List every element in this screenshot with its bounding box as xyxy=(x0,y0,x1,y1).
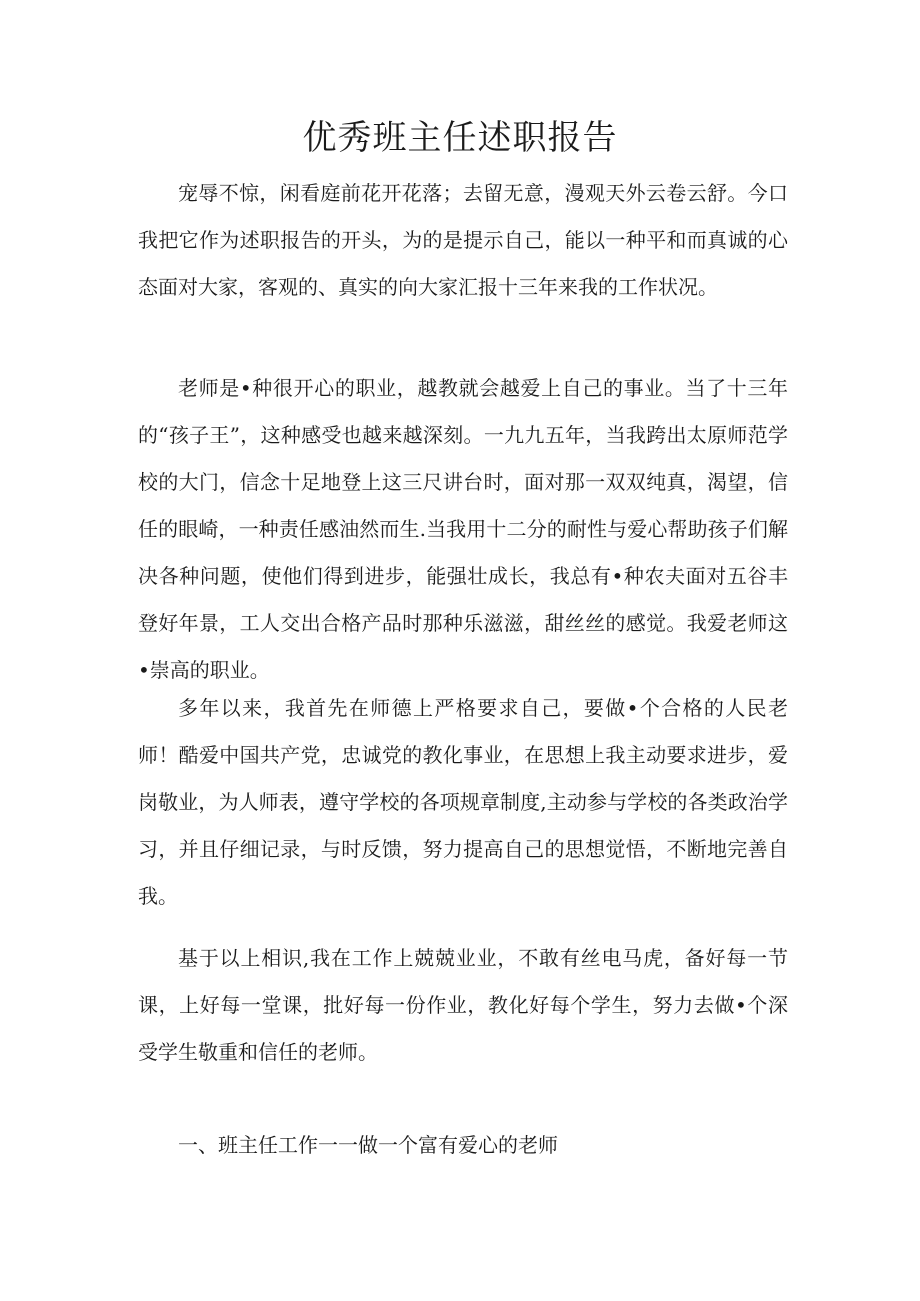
document-title: 优秀班主任述职报告 xyxy=(302,118,618,158)
paragraph-career: 老师是•种很开心的职业，越教就会越爱上自己的事业。当了十三年的“孩子王”，这种感受也越来越深刻。一九九五年，当我跨出太原师范学校的大门，信念十足地登上这三尺讲台时，面对那一双双纯真，渴望，信任的眼崎，一种责任感油然而生.当我用十二分的耐性与爱心帮助孩子们解决各种问题，使他们得到进步，能强壮成长，我总有•种农夫面对五谷丰登好年景，工人交出合格产品时那种乐滋滋，甜丝丝的感觉。我爱老师这•崇高的职业。 xyxy=(138,376,788,682)
paragraph-ethics: 多年以来，我首先在师德上严格要求自己，要做•个合格的人民老师！酷爱中国共产党，忠诚党的教化事业，在思想上我主动要求进步，爱岗敬业，为人师表，遵守学校的各项规章制度,主动参与学校的各类政治学习，并且仔细记录，与时反馈，努力提高自己的思想觉悟，不断地完善自我。 xyxy=(138,696,788,908)
paragraph-opening: 宠辱不惊，闲看庭前花开花落；去留无意，漫观天外云卷云舒。今口我把它作为述职报告的开头，为的是提示自己，能以一种平和而真诚的心态面对大家，客观的、真实的向大家汇报十三年来我的工作状况。 xyxy=(138,181,788,299)
paragraph-work: 基于以上相识,我在工作上兢兢业业，不敢有丝电马虎，备好每一节课，上好每一堂课，批好每一份作业，教化好每个学生，努力去做•个深受学生敬重和信任的老师。 xyxy=(138,946,788,1064)
section-heading: 一、班主任工作一一做一个富有爱心的老师 xyxy=(178,1133,558,1157)
